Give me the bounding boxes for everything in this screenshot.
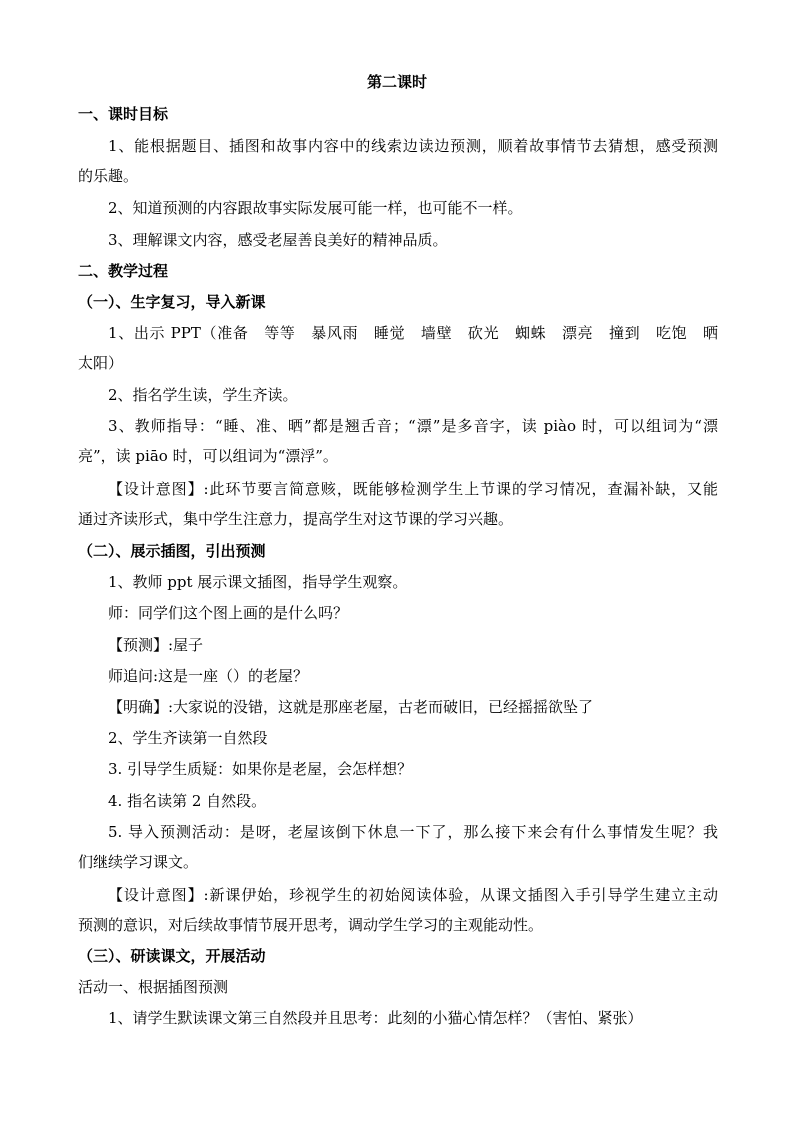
review-item-3-line-1: 3、教师指导：“睡、准、晒”都是翘舌音；“漂”是多音字，读 piào 时，可以组词为“漂 — [108, 417, 718, 435]
page-title: 第二课时 — [366, 73, 427, 91]
illustration-item-1: 1、教师 ppt 展示课文插图，指导学生观察。 — [108, 573, 408, 591]
goal-item-1-line-1: 1、能根据题目、插图和故事内容中的线索边读边预测，顺着故事情节去猜想，感受预测 — [108, 137, 718, 155]
review-item-3-line-2: 亮”，读 piāo 时，可以组词为“漂浮”。 — [78, 447, 338, 465]
part-heading-review: （一）、生字复习，导入新课 — [78, 293, 266, 311]
activity-one-heading: 活动一、根据插图预测 — [78, 978, 229, 996]
review-item-1-line-1: 1、出示 PPT（准备 等等 暴风雨 睡觉 墙壁 砍光 蜘蛛 漂亮 撞到 吃饱 晒 — [108, 324, 718, 342]
section-heading-goals: 一、课时目标 — [78, 105, 169, 123]
goal-item-1-line-2: 的乐趣。 — [78, 167, 139, 185]
illustration-item-3: 3. 引导学生质疑：如果你是老屋，会怎样想？ — [108, 760, 413, 778]
review-item-1-line-2: 太阳） — [78, 354, 124, 372]
study-item-1: 1、请学生默读课文第三自然段并且思考：此刻的小猫心情怎样？（害怕、紧张） — [108, 1009, 643, 1027]
part-heading-illustration: （二）、展示插图，引出预测 — [78, 542, 266, 560]
illustration-item-5-line-2: 们继续学习课文。 — [78, 853, 199, 871]
illustration-design-intent-line-2: 预测的意识，对后续故事情节展开思考，调动学生学习的主观能动性。 — [78, 916, 544, 934]
illustration-item-5-line-1: 5. 导入预测活动：是呀，老屋该倒下休息一下了，那么接下来会有什么事情发生呢？我 — [108, 823, 718, 841]
review-design-intent-line-1: 【设计意图】:此环节要言简意赅，既能够检测学生上节课的学习情况，查漏补缺，又能 — [108, 480, 718, 498]
section-heading-process: 二、教学过程 — [78, 262, 169, 280]
part-heading-study: （三）、研读课文，开展活动 — [78, 947, 266, 965]
illustration-teacher-question: 师：同学们这个图上画的是什么吗？ — [108, 604, 349, 622]
goal-item-2: 2、知道预测的内容跟故事实际发展可能一样，也可能不一样。 — [108, 199, 523, 217]
illustration-design-intent-line-1: 【设计意图】:新课伊始，珍视学生的初始阅读体验，从课文插图入手引导学生建立主动 — [108, 886, 718, 904]
illustration-item-4: 4. 指名读第 2 自然段。 — [108, 792, 267, 810]
goal-item-3: 3、理解课文内容，感受老屋善良美好的精神品质。 — [108, 231, 448, 249]
review-item-2: 2、指名学生读，学生齐读。 — [108, 386, 298, 404]
illustration-item-2: 2、学生齐读第一自然段 — [108, 729, 268, 747]
illustration-follow-up: 师追问:这是一座（）的老屋？ — [108, 667, 309, 685]
illustration-prediction: 【预测】:屋子 — [108, 636, 204, 654]
review-design-intent-line-2: 通过齐读形式，集中学生注意力，提高学生对这节课的学习兴趣。 — [78, 510, 514, 528]
illustration-clarification: 【明确】:大家说的没错，这就是那座老屋，古老而破旧，已经摇摇欲坠了 — [108, 698, 594, 716]
